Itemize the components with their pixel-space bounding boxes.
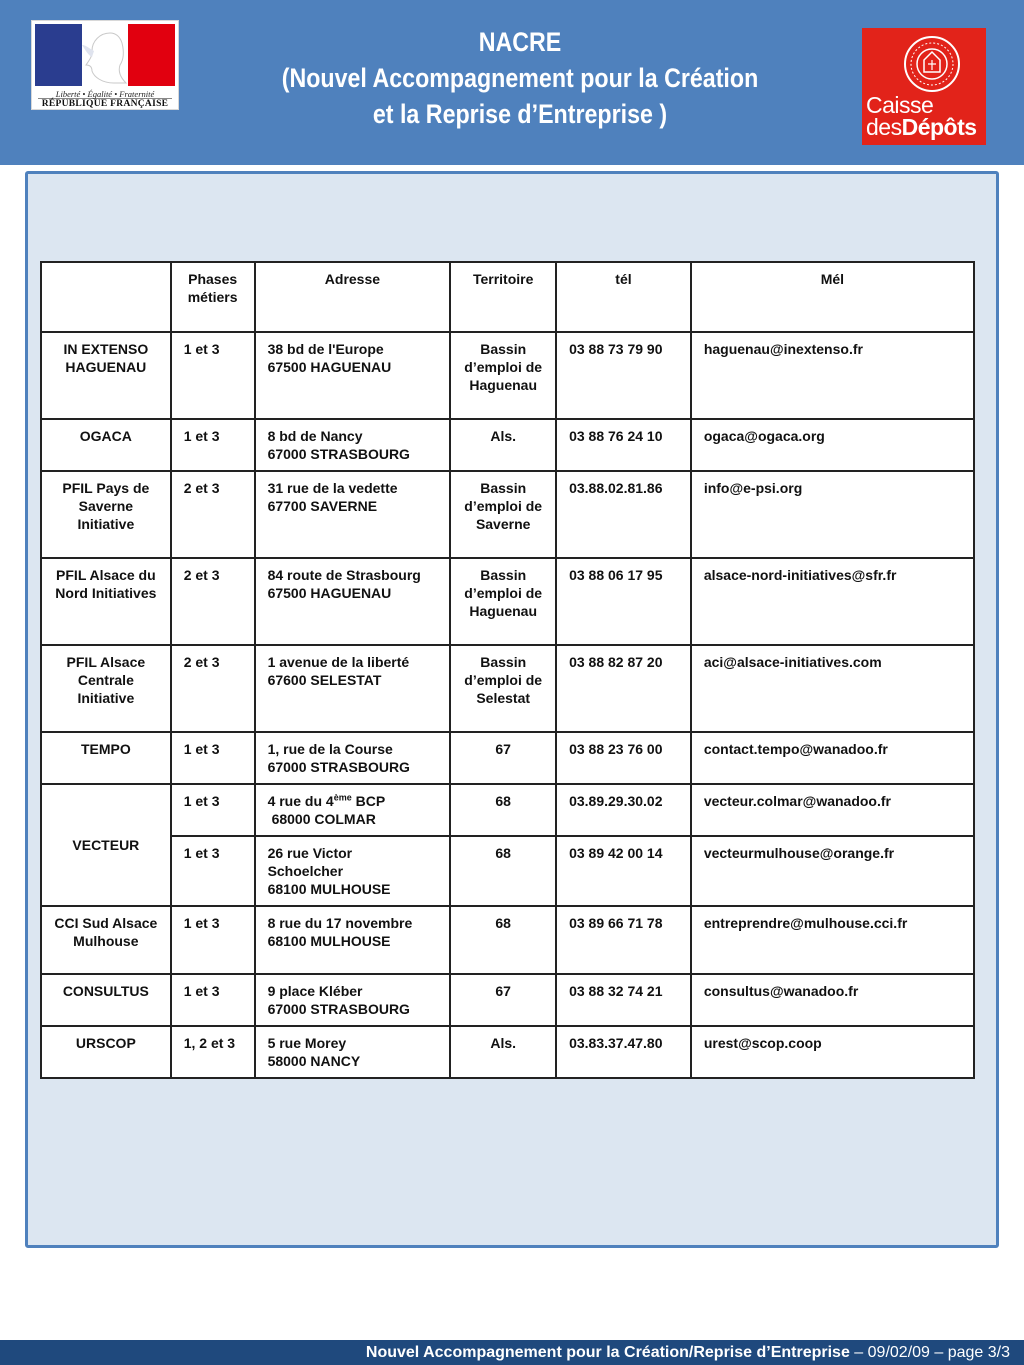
table-header-row — [41, 262, 974, 332]
table-row: PFIL Alsace Centrale Initiative 2 et 3 1 avenue de la liberté 67600 SELESTAT Bassin d’emploi de Selestat 03 88 82 87 20 aci@alsace-initiatives.com — [41, 645, 974, 732]
table-row: TEMPO 1 et 3 1, rue de la Course 67000 STRASBOURG 67 03 88 23 76 00 contact.tempo@wanadoo.fr — [41, 732, 974, 784]
rf-motto: Liberté • Égalité • Fraternité — [55, 89, 155, 99]
table-row: PFIL Alsace du Nord Initiatives 2 et 3 84 route de Strasbourg 67500 HAGUENAU Bassin d’emploi de Haguenau 03 88 06 17 95 alsace-nord-initiatives@sfr.fr — [41, 558, 974, 645]
email-link[interactable]: info@e-psi.org — [691, 471, 974, 558]
caisse-des-depots-logo — [862, 28, 986, 145]
title-line-3: et la Reprise d’Entreprise ) — [372, 99, 668, 129]
seal-icon — [902, 34, 962, 94]
page-title — [262, 24, 778, 132]
table-row: VECTEUR 1 et 3 4 rue du 4ème BCP 68000 COLMAR 68 03.89.29.30.02 vecteur.colmar@wanadoo.fr — [41, 784, 974, 836]
title-line-2: (Nouvel Accompagnement pour la Création — [281, 63, 759, 93]
email-link[interactable]: vecteur.colmar@wanadoo.fr — [691, 784, 974, 836]
contacts-table — [40, 261, 975, 1079]
title-line-1: NACRE — [478, 27, 562, 57]
header-adresse: Adresse — [255, 262, 451, 332]
email-link[interactable]: alsace-nord-initiatives@sfr.fr — [691, 558, 974, 645]
email-link[interactable]: consultus@wanadoo.fr — [691, 974, 974, 1026]
email-link[interactable]: entreprendre@mulhouse.cci.fr — [691, 906, 974, 974]
cdc-wordmark: Caisse desDépôts — [866, 92, 977, 140]
footer-title: Nouvel Accompagnement pour la Création/Reprise d’Entreprise — [365, 1344, 850, 1361]
email-link[interactable]: aci@alsace-initiatives.com — [691, 645, 974, 732]
table-row: PFIL Pays de Saverne Initiative 2 et 3 31 rue de la vedette 67700 SAVERNE Bassin d’emploi de Saverne 03.88.02.81.86 info@e-psi.org — [41, 471, 974, 558]
header-tel: tél — [556, 262, 691, 332]
email-link[interactable]: haguenau@inextenso.fr — [691, 332, 974, 419]
header-name — [41, 262, 171, 332]
header-phases: Phases métiers — [171, 262, 255, 332]
header-mel: Mél — [691, 262, 974, 332]
table-row: CONSULTUS 1 et 3 9 place Kléber 67000 STRASBOURG 67 03 88 32 74 21 consultus@wanadoo.fr — [41, 974, 974, 1026]
rf-name: RÉPUBLIQUE FRANÇAISE — [41, 99, 169, 109]
footer-band — [0, 1340, 1024, 1365]
table-row: OGACA 1 et 3 8 bd de Nancy 67000 STRASBOURG Als. 03 88 76 24 10 ogaca@ogaca.org — [41, 419, 974, 471]
table-row: URSCOP 1, 2 et 3 5 rue Morey 58000 NANCY Als. 03.83.37.47.80 urest@scop.coop — [41, 1026, 974, 1078]
email-link[interactable]: vecteurmulhouse@orange.fr — [691, 836, 974, 906]
table-row: IN EXTENSO HAGUENAU 1 et 3 38 bd de l'Europe 67500 HAGUENAU Bassin d’emploi de Haguenau 03 88 73 79 90 haguenau@inextenso.fr — [41, 332, 974, 419]
email-link[interactable]: urest@scop.coop — [691, 1026, 974, 1078]
republique-francaise-logo — [31, 20, 179, 110]
email-link[interactable]: contact.tempo@wanadoo.fr — [691, 732, 974, 784]
marianne-profile-icon — [80, 29, 130, 85]
footer-meta: – 09/02/09 – page 3/3 — [849, 1344, 1010, 1361]
table-row: 1 et 3 26 rue Victor Schoelcher 68100 MULHOUSE 68 03 89 42 00 14 vecteurmulhouse@orange.fr — [41, 836, 974, 906]
table-row: CCI Sud Alsace Mulhouse 1 et 3 8 rue du 17 novembre 68100 MULHOUSE 68 03 89 66 71 78 entreprendre@mulhouse.cci.fr — [41, 906, 974, 974]
header-territoire: Territoire — [450, 262, 556, 332]
email-link[interactable]: ogaca@ogaca.org — [691, 419, 974, 471]
